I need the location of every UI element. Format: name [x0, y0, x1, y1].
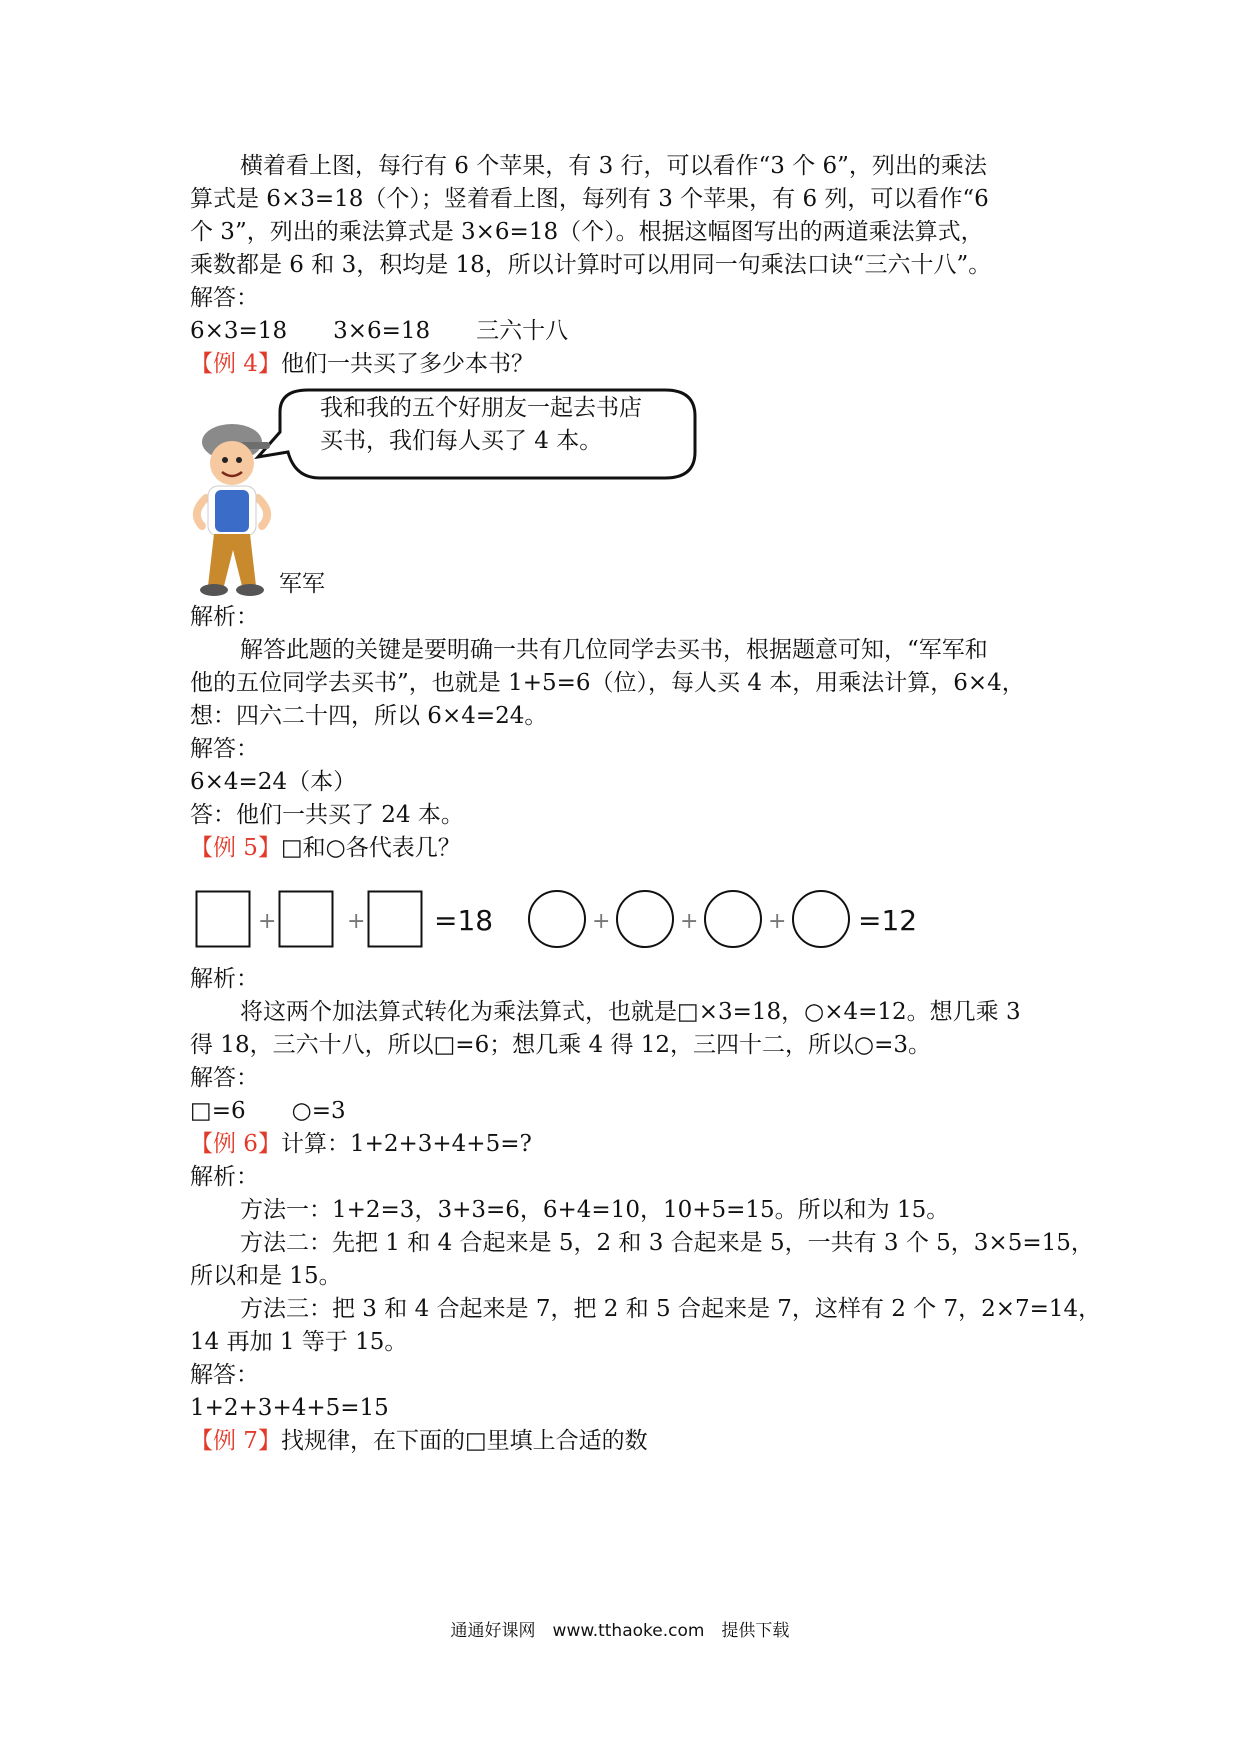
example6-answer-label: 解答： [190, 1362, 259, 1388]
plus-sign: + [768, 909, 787, 934]
boy-illustration [188, 418, 278, 598]
circle-3 [702, 888, 764, 950]
plus-sign: + [258, 909, 277, 934]
square-equation-result: =18 [434, 904, 494, 937]
example4-answer-line1: 6×4=24（本） [190, 769, 357, 795]
boy-name: 军军 [279, 571, 325, 597]
square-box-1 [195, 890, 251, 948]
example4-analysis-line1: 解答此题的关键是要明确一共有几位同学去买书，根据题意可知，“军军和 [240, 637, 988, 663]
circle-2 [614, 888, 676, 950]
square-box-2 [278, 890, 334, 948]
example6-heading [190, 1128, 1070, 1160]
example7-heading [190, 1425, 1070, 1457]
bubble-line1: 我和我的五个好朋友一起去书店 [320, 395, 642, 421]
para1-line1: 横着看上图，每行有 6 个苹果，有 3 行，可以看作“3 个 6”，列出的乘法 [240, 153, 987, 179]
example5-tag: 【例 5】 [190, 835, 281, 861]
plus-sign: + [592, 909, 611, 934]
example4-analysis-line2: 他的五位同学去买书”，也就是 1+5=6（位），每人买 4 本，用乘法计算，6×4， [190, 670, 1025, 696]
example4-answer-label: 解答： [190, 736, 259, 762]
para1-line2: 算式是 6×3=18（个）；竖着看上图，每列有 3 个苹果，有 6 列，可以看作“6 [190, 186, 989, 212]
example6-answer: 1+2+3+4+5=15 [190, 1395, 389, 1421]
example6-method3-line1: 方法三：把 3 和 4 合起来是 7，把 2 和 5 合起来是 7，这样有 2 个 7，2×7=14， [240, 1296, 1102, 1322]
example5-analysis-line1: 将这两个加法算式转化为乘法算式，也就是□×3=18，○×4=12。想几乘 3 [240, 999, 1021, 1025]
example7-question: 找规律，在下面的□里填上合适的数 [280, 1428, 648, 1454]
circle-4 [790, 888, 852, 950]
example6-method2-line2: 所以和是 15。 [190, 1263, 342, 1289]
circle-equation-result: =12 [858, 904, 918, 937]
example6-method1: 方法一：1+2=3，3+3=6，6+4=10，10+5=15。所以和为 15。 [240, 1197, 950, 1223]
plus-sign: + [347, 909, 366, 934]
plus-sign: + [680, 909, 699, 934]
example4-answer-line2: 答：他们一共买了 24 本。 [190, 802, 464, 828]
example7-tag: 【例 7】 [190, 1428, 281, 1454]
para1-line3: 个 3”，列出的乘法算式是 3×6=18（个）。根据这幅图写出的两道乘法算式， [190, 219, 984, 245]
example5-analysis-line2: 得 18，三六十八，所以□=6；想几乘 4 得 12，三四十二，所以○=3。 [190, 1032, 932, 1058]
example6-method2-line1: 方法二：先把 1 和 4 合起来是 5，2 和 3 合起来是 5，一共有 3 个 5，3×5=15， [240, 1230, 1094, 1256]
example4-tag: 【例 4】 [190, 351, 281, 377]
example6-method3-line2: 14 再加 1 等于 15。 [190, 1329, 408, 1355]
example4-analysis-line3: 想：四六二十四，所以 6×4=24。 [190, 703, 548, 729]
example6-question: 计算：1+2+3+4+5=? [280, 1131, 532, 1157]
answer-ex3: 6×3=18 3×6=18 三六十八 [190, 318, 569, 344]
bubble-line2: 买书，我们每人买了 4 本。 [320, 428, 603, 454]
square-box-3 [367, 890, 423, 948]
circle-1 [526, 888, 588, 950]
example5-answer: □=6 ○=3 [190, 1098, 346, 1124]
para1-line4: 乘数都是 6 和 3，积均是 18，所以计算时可以用同一句乘法口诀“三六十八”。 [190, 252, 992, 278]
example6-analysis-label: 解析： [190, 1164, 259, 1190]
example5-answer-label: 解答： [190, 1065, 259, 1091]
example5-question: □和○各代表几？ [280, 835, 461, 861]
example6-tag: 【例 6】 [190, 1131, 281, 1157]
example5-analysis-label: 解析： [190, 966, 259, 992]
answer-label: 解答： [190, 285, 259, 311]
example4-question: 他们一共买了多少本书？ [280, 351, 534, 377]
example4-analysis-label: 解析： [190, 604, 259, 630]
example5-heading [190, 832, 1070, 864]
example4-heading [190, 348, 1070, 380]
page-footer: 通通好课网 www.tthaoke.com 提供下载 [450, 1621, 790, 1641]
